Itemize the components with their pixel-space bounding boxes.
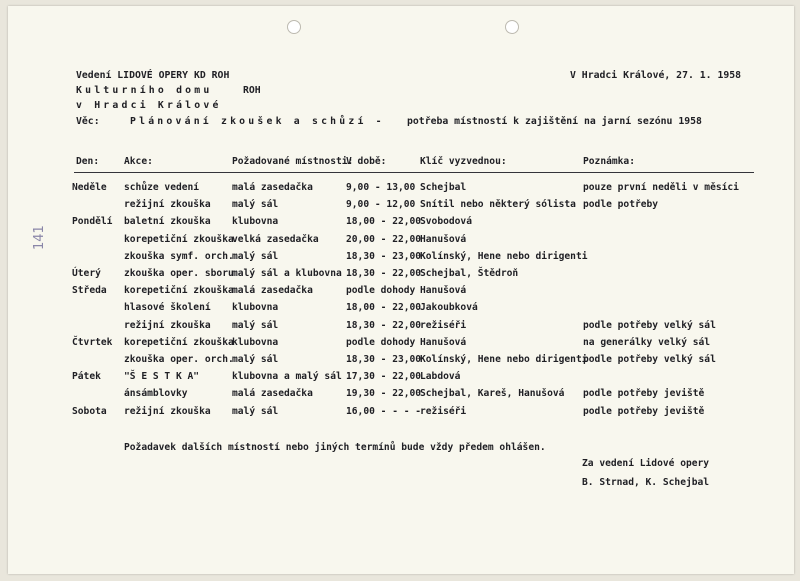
cell-key: Hanušová [420, 336, 467, 348]
sender-line-1: Vedení LIDOVÉ OPERY KD ROH [76, 70, 230, 81]
cell-room: malá zasedačka [232, 388, 313, 400]
table-row [8, 406, 794, 420]
cell-key: Svobodová [420, 216, 472, 228]
document-page [8, 6, 794, 574]
table-row [8, 285, 794, 299]
cell-note: podle potřeby jeviště [583, 405, 705, 417]
header-note: Poznámka: [583, 156, 635, 167]
header-time: V době: [346, 156, 387, 167]
cell-key: Snítil nebo některý sólista [420, 199, 576, 211]
cell-room: malý sál [232, 250, 279, 262]
cell-time: 17,30 - 22,00 [346, 371, 422, 383]
table-row [8, 354, 794, 368]
cell-time: podle dohody [346, 336, 416, 348]
cell-time: 18,30 - 22,00 [346, 319, 422, 331]
cell-key: režiséři [420, 405, 467, 417]
table-row [8, 234, 794, 248]
cell-room: klubovna [232, 216, 279, 228]
cell-day: Pondělí [72, 216, 113, 228]
table-row [8, 182, 794, 196]
cell-action: režijní zkouška [124, 319, 211, 331]
punch-hole-right [505, 20, 519, 34]
table-row [8, 320, 794, 334]
cell-room: malý sál a klubovna [232, 268, 342, 279]
cell-time: 19,30 - 22,00 [346, 388, 422, 400]
margin-handwritten-mark: 141 [32, 225, 47, 250]
cell-key: Schejbal, Kareš, Hanušová [420, 388, 565, 400]
table-row [8, 216, 794, 230]
punch-hole-left [287, 20, 301, 34]
header-room: Požadované místnosti: [232, 156, 354, 167]
sender-line-3: v Hradci Králové [76, 100, 222, 111]
cell-room: malý sál [232, 199, 279, 211]
cell-key: Kolínský, Hene nebo dirigenti [420, 354, 588, 365]
cell-key: Kolínský, Hene nebo dirigenti [420, 250, 588, 262]
cell-action: režijní zkouška [124, 199, 211, 211]
cell-action: schůze vedení [124, 182, 200, 193]
cell-key: Schejbal, Štědroň [420, 268, 519, 279]
place-date: V Hradci Králové, 27. 1. 1958 [570, 70, 742, 81]
cell-day: Neděle [72, 182, 107, 193]
table-row [8, 302, 794, 316]
cell-note: podle potřeby velký sál [583, 319, 716, 331]
cell-action: korepetiční zkouška [124, 285, 234, 297]
table-row [8, 268, 794, 282]
cell-time: 9,00 - 13,00 [346, 182, 416, 193]
cell-action: baletní zkouška [124, 216, 211, 228]
sender-line-2-roh: ROH [243, 85, 261, 96]
cell-action: korepetiční zkouška [124, 233, 234, 245]
cell-room: malá zasedačka [232, 285, 313, 297]
cell-day: Čtvrtek [72, 336, 113, 348]
cell-day: Pátek [72, 371, 101, 383]
cell-day: Úterý [72, 268, 101, 279]
header-day: Den: [76, 156, 100, 167]
cell-time: 9,00 - 12,00 [346, 199, 416, 211]
cell-note: podle potřeby [583, 199, 659, 211]
cell-key: Hanušová [420, 233, 467, 245]
signature-line-1: Za vedení Lidové opery [582, 458, 710, 469]
cell-room: velká zasedačka [232, 233, 319, 245]
cell-key: Schejbal [420, 182, 467, 193]
cell-note: podle potřeby jeviště [583, 388, 705, 400]
cell-time: 18,30 - 22,00 [346, 268, 422, 279]
cell-action: ánsámblovky [124, 388, 188, 400]
subject-title: Plánování zkoušek a schůzí - [130, 116, 385, 127]
cell-note: na generálky velký sál [583, 336, 711, 348]
cell-time: 16,00 - - - - [346, 405, 422, 417]
signature-line-2: B. Strnad, K. Schejbal [582, 477, 710, 488]
cell-room: klubovna [232, 336, 279, 348]
cell-room: malý sál [232, 354, 279, 365]
cell-day: Středa [72, 285, 107, 297]
cell-key: Jakoubková [420, 302, 478, 314]
cell-room: klubovna a malý sál [232, 371, 342, 383]
cell-day: Sobota [72, 405, 107, 417]
cell-note: podle potřeby velký sál [583, 354, 716, 365]
cell-action: "Š E S T K A" [124, 371, 200, 383]
subject-text: potřeba místností k zajištění na jarní sezónu 1958 [407, 116, 702, 127]
cell-time: 18,30 - 23,00 [346, 250, 422, 262]
cell-note: pouze první neděli v měsíci [583, 182, 739, 193]
footer-note: Požadavek dalších místností nebo jiných termínů bude vždy předem ohlášen. [124, 442, 546, 453]
cell-time: 18,00 - 22,00 [346, 216, 422, 228]
table-row [8, 337, 794, 351]
subject-label: Věc: [76, 116, 100, 127]
cell-time: 18,00 - 22,00 [346, 302, 422, 314]
table-row [8, 371, 794, 385]
header-action: Akce: [124, 156, 153, 167]
table-row [8, 388, 794, 402]
cell-action: hlasové školení [124, 302, 211, 314]
cell-room: malý sál [232, 319, 279, 331]
table-row [8, 199, 794, 213]
header-underline [74, 172, 754, 173]
cell-action: zkouška oper. orch. [124, 354, 234, 365]
header-key: Klíč vyzvednou: [420, 156, 507, 167]
cell-action: zkouška symf. orch. [124, 250, 234, 262]
sender-line-2: Kulturního domu [76, 85, 213, 96]
cell-room: malý sál [232, 405, 279, 417]
cell-key: režiséři [420, 319, 467, 331]
cell-room: klubovna [232, 302, 279, 314]
cell-action: režijní zkouška [124, 405, 211, 417]
cell-action: korepetiční zkouška [124, 336, 234, 348]
cell-key: Hanušová [420, 285, 467, 297]
cell-room: malá zasedačka [232, 182, 313, 193]
cell-time: podle dohody [346, 285, 416, 297]
table-row [8, 251, 794, 265]
cell-action: zkouška oper. sboru [124, 268, 234, 279]
cell-time: 20,00 - 22,00 [346, 233, 422, 245]
cell-key: Labdová [420, 371, 461, 383]
cell-time: 18,30 - 23,00 [346, 354, 422, 365]
